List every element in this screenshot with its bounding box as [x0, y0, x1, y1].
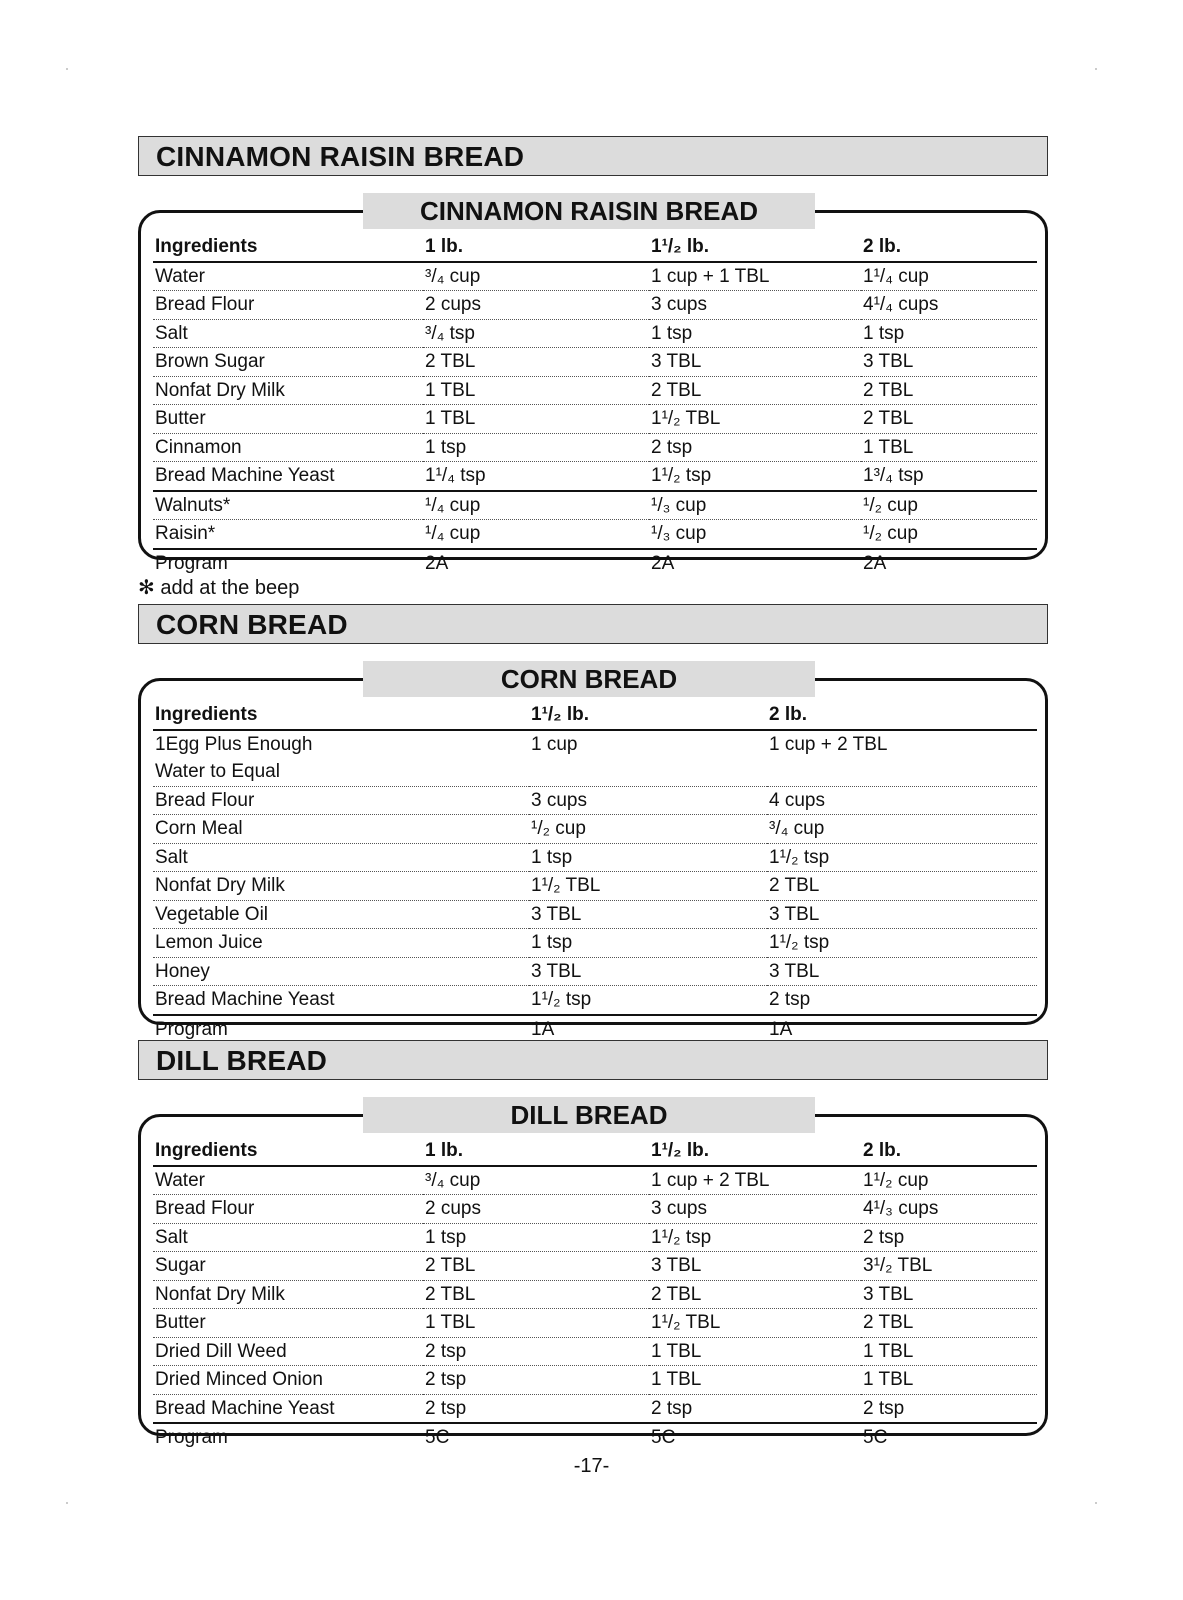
table-row	[153, 262, 1037, 291]
amount-cell: ¹/₂ cup	[861, 491, 1037, 520]
header-size-1: 1 lb.	[423, 233, 649, 262]
recipe-table-cinnamon-raisin	[153, 233, 1037, 577]
amount-cell: 1 cup	[531, 733, 578, 755]
amount-cell: 1 TBL	[649, 1337, 861, 1366]
amount-cell: 1 TBL	[861, 1366, 1037, 1395]
recipe-box-corn	[138, 664, 1048, 1040]
table-row	[153, 405, 1037, 434]
amount-cell: 1 cup + 2 TBL	[649, 1166, 861, 1195]
amount-cell: ¹/₃ cup	[649, 491, 861, 520]
amount-cell: 3 cups	[649, 1195, 861, 1224]
table-row	[153, 1252, 1037, 1281]
table-row	[153, 786, 1037, 815]
amount-cell: 1 TBL	[423, 376, 649, 405]
amount-cell: 1 tsp	[649, 319, 861, 348]
table-row	[153, 1223, 1037, 1252]
amount-cell: 3¹/₂ TBL	[861, 1252, 1037, 1281]
amount-cell: 1¹/₂ cup	[861, 1166, 1037, 1195]
scan-speck	[1095, 1502, 1097, 1504]
amount-cell: 1¹/₂ tsp	[649, 1223, 861, 1252]
program-value: 2A	[863, 552, 887, 574]
amount-cell: 2 TBL	[423, 348, 649, 377]
recipe-box-title: DILL BREAD	[363, 1097, 815, 1133]
ingredient-name: Vegetable Oil	[153, 900, 529, 929]
table-row	[153, 872, 1037, 901]
amount-cell: 2 TBL	[861, 405, 1037, 434]
header-size-1: 1¹/₂ lb.	[529, 701, 767, 730]
ingredient-name: Water	[153, 262, 423, 291]
ingredient-name: Lemon Juice	[153, 929, 529, 958]
header-size-2: 2 lb.	[767, 701, 1037, 730]
section-banner-dill: DILL BREAD	[138, 1040, 1048, 1080]
ingredient-name: Bread Flour	[153, 1195, 423, 1224]
table-row	[153, 1337, 1037, 1366]
program-value: 5C	[863, 1427, 888, 1448]
recipe-table-dill	[153, 1137, 1037, 1452]
ingredient-name: Dried Minced Onion	[153, 1366, 423, 1395]
amount-cell: 3 TBL	[861, 348, 1037, 377]
amount-cell: 3 TBL	[767, 900, 1037, 929]
amount-cell: 1 cup + 2 TBL	[769, 733, 888, 755]
recipe-box-dill	[138, 1100, 1048, 1448]
amount-cell: 1¹/₂ tsp	[529, 986, 767, 1015]
header-size-3: 2 lb.	[861, 1137, 1037, 1166]
ingredient-name: Butter	[153, 405, 423, 434]
table-row	[153, 1394, 1037, 1423]
amount-cell: 3 TBL	[529, 957, 767, 986]
amount-cell: 1 TBL	[423, 405, 649, 434]
amount-cell: 1¹/₄ tsp	[423, 462, 649, 491]
ingredient-name: Raisin*	[153, 520, 423, 549]
amount-cell: 2 tsp	[423, 1366, 649, 1395]
amount-cell: ¹/₃ cup	[649, 520, 861, 549]
amount-cell: 2 tsp	[423, 1337, 649, 1366]
table-row	[153, 1166, 1037, 1195]
amount-cell: ¹/₄ cup	[423, 491, 649, 520]
ingredient-name: Salt	[153, 843, 529, 872]
ingredient-name: Nonfat Dry Milk	[153, 376, 423, 405]
amount-cell: 2 TBL	[423, 1252, 649, 1281]
amount-cell: 3 TBL	[767, 957, 1037, 986]
program-value: 2A	[425, 552, 449, 574]
table-header-row	[153, 233, 1037, 262]
table-row	[153, 900, 1037, 929]
scan-speck	[66, 1502, 68, 1504]
footnote: ✻ add at the beep	[138, 577, 300, 599]
program-row	[153, 1015, 1037, 1044]
amount-cell: 1 cup + 1 TBL	[649, 262, 861, 291]
table-row	[153, 1195, 1037, 1224]
ingredient-name: Bread Machine Yeast	[153, 462, 423, 491]
amount-cell: 2 cups	[423, 1195, 649, 1224]
table-row	[153, 348, 1037, 377]
amount-cell: 3 cups	[529, 786, 767, 815]
header-ingredients: Ingredients	[153, 1137, 423, 1166]
amount-cell	[529, 758, 767, 786]
program-label: Program	[155, 1427, 228, 1448]
program-row	[153, 1423, 1037, 1452]
ingredient-name: Sugar	[153, 1252, 423, 1281]
page-number: -17-	[573, 1455, 610, 1477]
amount-cell: 1 tsp	[423, 433, 649, 462]
amount-cell: 1 TBL	[861, 433, 1037, 462]
recipe-box-title: CORN BREAD	[363, 661, 815, 697]
ingredient-name: Nonfat Dry Milk	[153, 1280, 423, 1309]
amount-cell: 4 cups	[767, 786, 1037, 815]
table-row	[153, 376, 1037, 405]
program-label: Program	[155, 552, 228, 574]
recipe-box-cinnamon-raisin	[138, 196, 1048, 574]
table-header-row	[153, 701, 1037, 730]
amount-cell: 2 TBL	[767, 872, 1037, 901]
amount-cell: 2 tsp	[649, 433, 861, 462]
amount-cell: 1³/₄ tsp	[861, 462, 1037, 491]
amount-cell: 4¹/₃ cups	[861, 1195, 1037, 1224]
amount-cell: 1 TBL	[423, 1309, 649, 1338]
header-ingredients: Ingredients	[153, 701, 529, 730]
amount-cell: 2 cups	[423, 291, 649, 320]
table-row	[153, 491, 1037, 520]
amount-cell: 3 TBL	[649, 1252, 861, 1281]
table-row	[153, 758, 1037, 786]
amount-cell: 2 tsp	[649, 1394, 861, 1423]
amount-cell: 2 TBL	[423, 1280, 649, 1309]
amount-cell: 3 TBL	[649, 348, 861, 377]
amount-cell: 1 tsp	[529, 929, 767, 958]
program-value: 1A	[769, 1018, 793, 1040]
program-row	[153, 549, 1037, 578]
table-row	[153, 1280, 1037, 1309]
ingredient-name: Water to Equal	[153, 758, 529, 786]
ingredient-name: Brown Sugar	[153, 348, 423, 377]
ingredient-name: Bread Machine Yeast	[153, 1394, 423, 1423]
amount-cell: 1¹/₂ tsp	[767, 929, 1037, 958]
table-row	[153, 462, 1037, 491]
header-ingredients: Ingredients	[153, 233, 423, 262]
ingredient-name: Water	[153, 1166, 423, 1195]
amount-cell: 2 TBL	[649, 376, 861, 405]
ingredient-name: Dried Dill Weed	[153, 1337, 423, 1366]
amount-cell	[767, 758, 1037, 786]
ingredient-name: Bread Flour	[153, 786, 529, 815]
header-size-3: 2 lb.	[861, 233, 1037, 262]
header-size-1: 1 lb.	[423, 1137, 649, 1166]
program-value: 2A	[651, 552, 675, 574]
table-row	[153, 319, 1037, 348]
table-row	[153, 1366, 1037, 1395]
ingredient-name: Bread Flour	[153, 291, 423, 320]
header-size-2: 1¹/₂ lb.	[649, 1137, 861, 1166]
amount-cell: 2 TBL	[861, 1309, 1037, 1338]
ingredient-name: Salt	[153, 319, 423, 348]
program-value: 5C	[425, 1427, 450, 1448]
amount-cell: ³/₄ cup	[767, 815, 1037, 844]
table-header-row	[153, 1137, 1037, 1166]
program-value: 5C	[651, 1427, 676, 1448]
program-label: Program	[155, 1018, 228, 1040]
amount-cell: 1¹/₂ TBL	[649, 405, 861, 434]
amount-cell: 1 TBL	[649, 1366, 861, 1395]
amount-cell: 1 tsp	[529, 843, 767, 872]
table-row	[153, 815, 1037, 844]
ingredient-name: 1Egg Plus Enough	[155, 733, 313, 755]
amount-cell: 3 TBL	[529, 900, 767, 929]
table-row	[153, 520, 1037, 549]
scan-speck	[66, 68, 68, 70]
amount-cell: ¹/₂ cup	[529, 815, 767, 844]
ingredient-name: Bread Machine Yeast	[153, 986, 529, 1015]
amount-cell: 3 cups	[649, 291, 861, 320]
section-banner-cinnamon-raisin: CINNAMON RAISIN BREAD	[138, 136, 1048, 176]
ingredient-name: Corn Meal	[153, 815, 529, 844]
table-row	[153, 1309, 1037, 1338]
table-row	[153, 433, 1037, 462]
table-row	[153, 730, 1037, 759]
amount-cell: ³/₄ tsp	[423, 319, 649, 348]
ingredient-name: Butter	[153, 1309, 423, 1338]
table-row	[153, 986, 1037, 1015]
amount-cell: ³/₄ cup	[423, 1166, 649, 1195]
table-row	[153, 957, 1037, 986]
amount-cell: 1¹/₄ cup	[861, 262, 1037, 291]
program-value: 1A	[531, 1018, 555, 1040]
amount-cell: 1¹/₂ tsp	[649, 462, 861, 491]
amount-cell: 2 TBL	[861, 376, 1037, 405]
amount-cell: 2 tsp	[861, 1394, 1037, 1423]
amount-cell: ¹/₂ cup	[861, 520, 1037, 549]
amount-cell: 2 tsp	[861, 1223, 1037, 1252]
ingredient-name: Salt	[153, 1223, 423, 1252]
amount-cell: 1 tsp	[861, 319, 1037, 348]
amount-cell: 4¹/₄ cups	[861, 291, 1037, 320]
recipe-box-title: CINNAMON RAISIN BREAD	[363, 193, 815, 229]
amount-cell: 3 TBL	[861, 1280, 1037, 1309]
amount-cell: ¹/₄ cup	[423, 520, 649, 549]
amount-cell: 1 tsp	[423, 1223, 649, 1252]
amount-cell: 2 tsp	[423, 1394, 649, 1423]
table-row	[153, 929, 1037, 958]
table-row	[153, 291, 1037, 320]
amount-cell: 1¹/₂ TBL	[649, 1309, 861, 1338]
ingredient-name: Walnuts*	[153, 491, 423, 520]
amount-cell: 2 TBL	[649, 1280, 861, 1309]
amount-cell: ³/₄ cup	[423, 262, 649, 291]
table-row	[153, 843, 1037, 872]
section-banner-corn: CORN BREAD	[138, 604, 1048, 644]
amount-cell: 1 TBL	[861, 1337, 1037, 1366]
amount-cell: 1¹/₂ TBL	[529, 872, 767, 901]
ingredient-name: Honey	[153, 957, 529, 986]
header-size-2: 1¹/₂ lb.	[649, 233, 861, 262]
amount-cell: 2 tsp	[767, 986, 1037, 1015]
ingredient-name: Nonfat Dry Milk	[153, 872, 529, 901]
scan-speck	[1095, 68, 1097, 70]
recipe-table-corn	[153, 701, 1037, 1043]
amount-cell: 1¹/₂ tsp	[767, 843, 1037, 872]
ingredient-name: Cinnamon	[153, 433, 423, 462]
